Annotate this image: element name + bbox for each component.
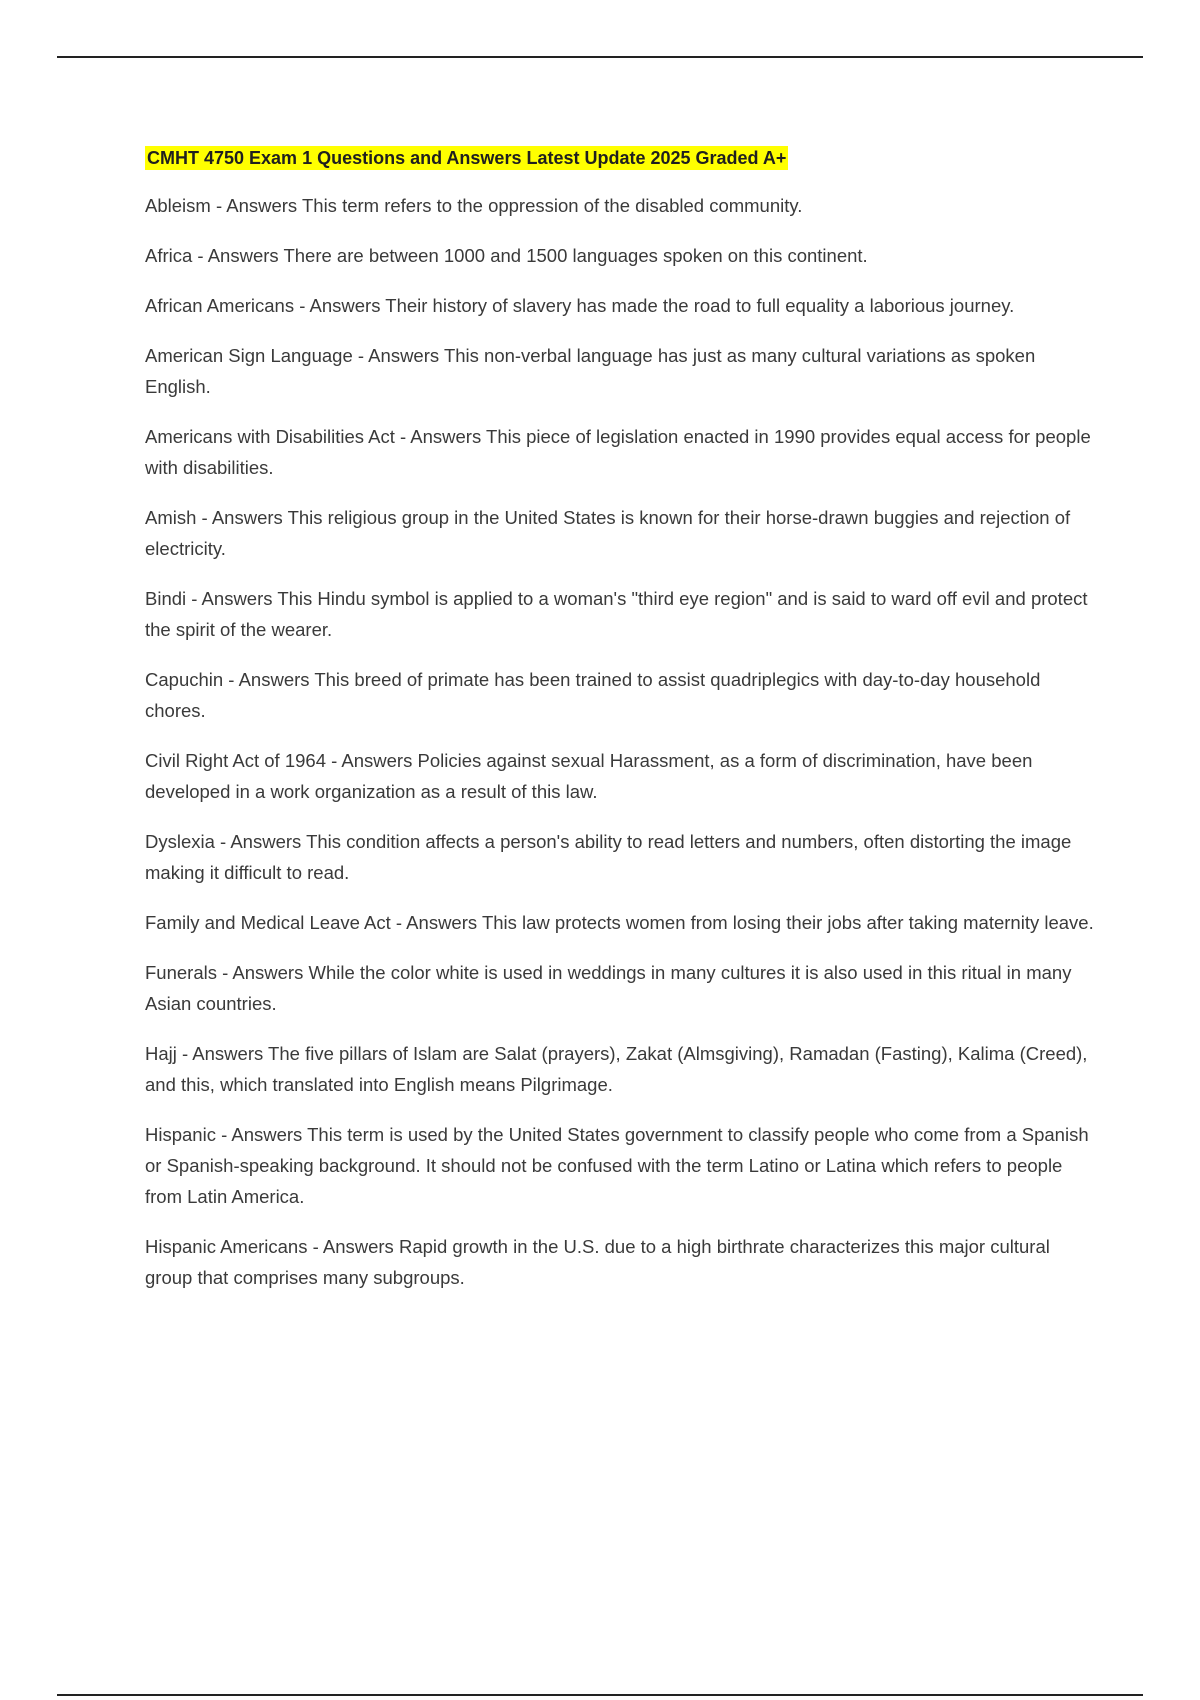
qa-entry <box>145 664 1095 726</box>
qa-entry <box>145 1119 1095 1212</box>
qa-entry <box>145 421 1095 483</box>
qa-term: African Americans <box>145 295 295 316</box>
qa-separator: - Answers <box>176 1043 269 1064</box>
qa-answer: This term is used by the United States government to classify people who come from a Spanish or Spanish-speaking background. It should not be confused with the term Latino or Latina which refers to people from Latin America. <box>145 1124 1089 1207</box>
qa-term: Ableism <box>145 195 211 216</box>
qa-separator: - Answers <box>196 507 288 528</box>
qa-separator: - Answers <box>390 912 482 933</box>
qa-answer: Policies against sexual Harassment, as a form of discrimination, have been developed in a work organization as a result of this law. <box>145 750 1033 802</box>
qa-entry <box>145 957 1095 1019</box>
document-title: CMHT 4750 Exam 1 Questions and Answers Latest Update 2025 Graded A+ <box>147 148 787 168</box>
qa-term: Bindi <box>145 588 187 609</box>
qa-answer: There are between 1000 and 1500 languages spoken on this continent. <box>283 245 868 266</box>
qa-separator: - Answers <box>216 962 309 983</box>
header-rule <box>57 56 1143 58</box>
qa-entry <box>145 583 1095 645</box>
qa-term: Hajj <box>145 1043 177 1064</box>
qa-separator: - Answers <box>215 1124 308 1145</box>
qa-answer: This term refers to the oppression of the disabled community. <box>301 195 803 216</box>
qa-separator: - Answers <box>210 195 302 216</box>
qa-answer: This non-verbal language has just as many cultural variations as spoken English. <box>145 345 1036 397</box>
qa-entry <box>145 745 1095 807</box>
qa-term: Dyslexia <box>145 831 215 852</box>
qa-answer: The five pillars of Islam are Salat (prayers), Zakat (Almsgiving), Ramadan (Fasting), Kalima (Creed), and this, which translated into English means Pilgrimage. <box>145 1043 1088 1095</box>
qa-term: Amish <box>145 507 197 528</box>
qa-entry <box>145 1038 1095 1100</box>
qa-separator: - Answers <box>192 245 284 266</box>
qa-separator: - Answers <box>307 1236 399 1257</box>
qa-answer: This law protects women from losing their jobs after taking maternity leave. <box>481 912 1094 933</box>
qa-separator: - Answers <box>394 426 487 447</box>
qa-entry <box>145 907 1095 938</box>
qa-answer: This piece of legislation enacted in 1990 provides equal access for people with disabilities. <box>145 426 1091 478</box>
qa-term: Africa <box>145 245 193 266</box>
qa-entry <box>145 502 1095 564</box>
qa-entry <box>145 826 1095 888</box>
qa-term: Hispanic <box>145 1124 216 1145</box>
qa-answer: This breed of primate has been trained to assist quadriplegics with day-to-day household chores. <box>145 669 1041 721</box>
footer-rule <box>57 1694 1143 1696</box>
qa-separator: - Answers <box>352 345 444 366</box>
qa-term: American Sign Language <box>145 345 353 366</box>
qa-separator: - Answers <box>223 669 315 690</box>
qa-separator: - Answers <box>186 588 278 609</box>
qa-separator: - Answers <box>325 750 418 771</box>
qa-entry <box>145 290 1095 321</box>
qa-list <box>145 190 1095 1293</box>
qa-answer: This religious group in the United States is known for their horse-drawn buggies and rejection of electricity. <box>145 507 1071 559</box>
qa-answer: This condition affects a person's ability to read letters and numbers, often distorting the image making it difficult to read. <box>145 831 1072 883</box>
qa-term: Americans with Disabilities Act <box>145 426 395 447</box>
qa-term: Funerals <box>145 962 217 983</box>
document-body <box>145 146 1095 1312</box>
qa-term: Family and Medical Leave Act <box>145 912 391 933</box>
qa-answer: Their history of slavery has made the road to full equality a laborious journey. <box>385 295 1015 316</box>
qa-separator: - Answers <box>294 295 386 316</box>
qa-entry <box>145 240 1095 271</box>
qa-entry <box>145 190 1095 221</box>
qa-separator: - Answers <box>214 831 307 852</box>
qa-answer: Rapid growth in the U.S. due to a high birthrate characterizes this major cultural group that comprises many subgroups. <box>145 1236 1050 1288</box>
qa-entry <box>145 340 1095 402</box>
qa-answer: While the color white is used in weddings in many cultures it is also used in this ritual in many Asian countries. <box>145 962 1072 1014</box>
qa-term: Capuchin <box>145 669 224 690</box>
qa-term: Civil Right Act of 1964 <box>145 750 326 771</box>
qa-entry <box>145 1231 1095 1293</box>
qa-term: Hispanic Americans <box>145 1236 308 1257</box>
qa-answer: This Hindu symbol is applied to a woman's "third eye region" and is said to ward off evil and protect the spirit of the wearer. <box>145 588 1088 640</box>
